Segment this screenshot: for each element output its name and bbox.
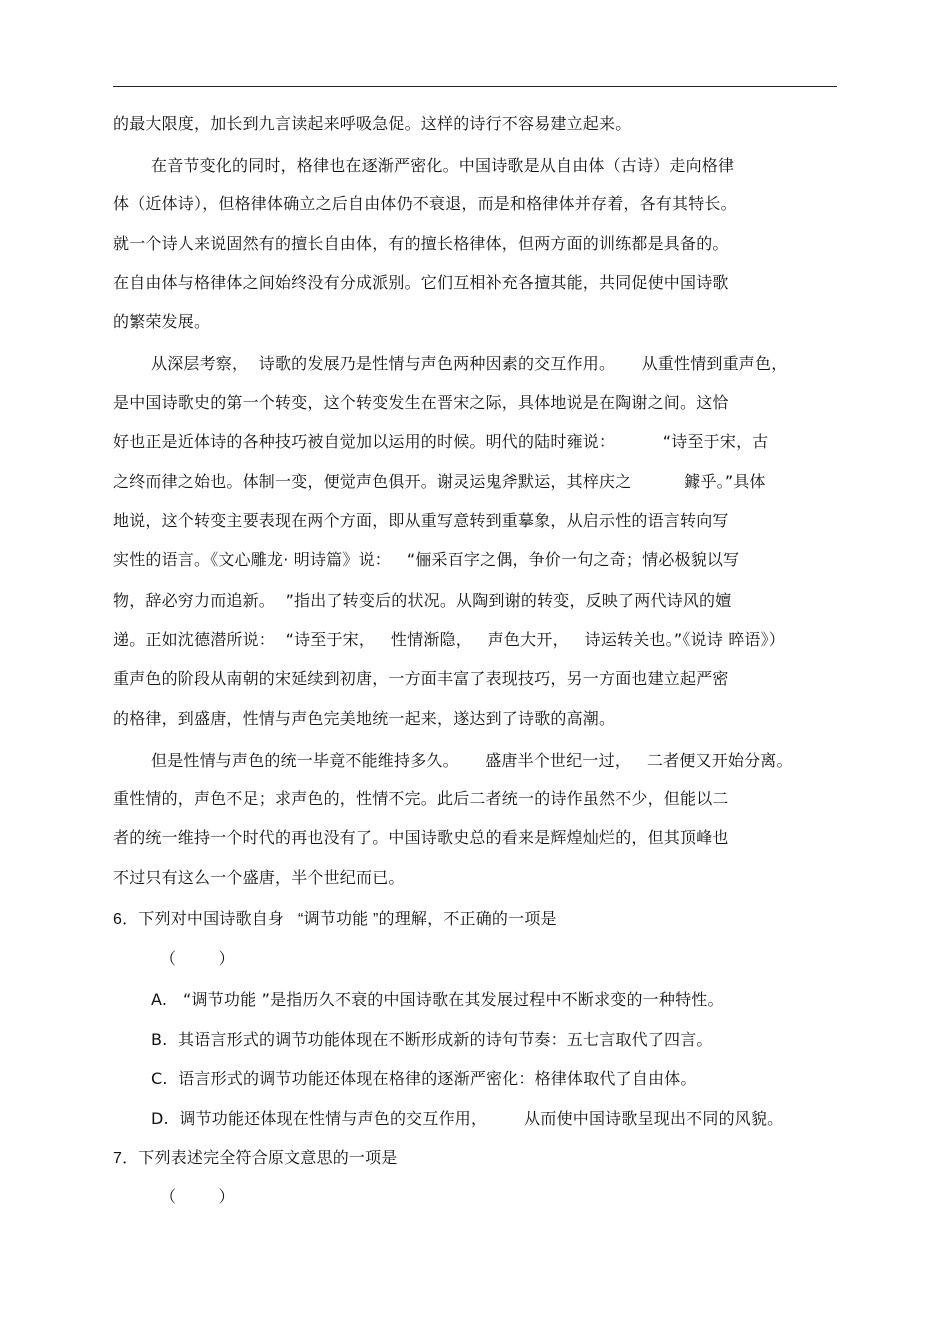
text-line: 就一个诗人来说固然有的擅长自由体，有的擅长格律体，但两方面的训练都是具备的。: [113, 234, 729, 253]
text-line: 在音节变化的同时，格律也在逐渐严密化。中国诗歌是从自由体（古诗）走向格律: [151, 156, 735, 175]
header-divider: [113, 86, 837, 87]
text-line: 从深层考察， 诗歌的发展乃是性情与声色两种因素的交互作用。 从重性情到重声色，: [151, 354, 788, 373]
option-d: D. 调节功能还体现在性情与声色的交互作用， 从而使中国诗歌呈现出不同的风貌。: [151, 1109, 784, 1128]
text-line: 在自由体与格律体之间始终没有分成派别。它们互相补充各擅其能，共同促使中国诗歌: [113, 273, 729, 292]
question-stem: 6．下列对中国诗歌自身 “调节功能 ”的理解，不正确的一项是: [113, 911, 557, 928]
option-c: C. 语言形式的调节功能还体现在格律的逐渐严密化：格律体取代了自由体。: [151, 1069, 697, 1088]
text-line: 的格律，到盛唐，性情与声色完美地统一起来，遂达到了诗歌的高潮。: [113, 709, 616, 728]
text-line: 实性的语言。《文心雕龙· 明诗篇》说： “俪采百字之偶，争价一句之奇；情必极貌以写: [113, 550, 740, 569]
option-b: B. 其语言形式的调节功能体现在不断形成新的诗句节奏：五七言取代了四言。: [151, 1030, 713, 1049]
text-line: 之终而律之始也。体制一变，便觉声色俱开。谢灵运鬼斧默运，其梓庆之 鐻乎。”具体: [113, 472, 766, 491]
text-line: 但是性情与声色的统一毕竟不能维持多久。 盛唐半个世纪一过， 二者便又开始分离。: [151, 751, 793, 770]
text-line: 体（近体诗），但格律体确立之后自由体仍不衰退，而是和格律体并存着，各有其特长。: [113, 194, 737, 213]
text-line: 递。正如沈德潜所说： “诗至于宋， 性情渐隐， 声色大开， 诗运转关也。”《说诗 晬语》）: [113, 630, 786, 649]
option-a: A. “调节功能 ”是指历久不衰的中国诗歌在其发展过程中不断求变的一种特性。: [151, 990, 724, 1009]
text-line: 好也正是近体诗的各种技巧被自觉加以运用的时候。明代的陆时雍说： “诗至于宋，古: [113, 432, 769, 451]
answer-blank: （ ）: [160, 949, 235, 968]
text-line: 是中国诗歌史的第一个转变，这个转变发生在晋宋之际，具体地说是在陶谢之间。这恰: [113, 393, 729, 412]
question-stem: 7．下列表述完全符合原文意思的一项是: [113, 1150, 398, 1167]
text-line: 不过只有这么一个盛唐，半个世纪而已。: [113, 868, 405, 887]
text-line: 地说，这个转变主要表现在两个方面，即从重写意转到重摹象，从启示性的语言转向写: [113, 511, 729, 530]
text-line: 的最大限度，加长到九言读起来呼吸急促。这样的诗行不容易建立起来。: [113, 114, 632, 133]
text-line: 重性情的，声色不足；求声色的，性情不完。此后二者统一的诗作虽然不少，但能以二: [113, 789, 729, 808]
text-line: 物，辞必穷力而追新。 ”指出了转变后的状况。从陶到谢的转变，反映了两代诗风的嬗: [113, 591, 732, 610]
text-line: 者的统一维持一个时代的再也没有了。中国诗歌史总的看来是辉煌灿烂的，但其顶峰也: [113, 828, 729, 847]
answer-blank: （ ）: [160, 1187, 235, 1206]
text-line: 的繁荣发展。: [113, 312, 211, 331]
text-line: 重声色的阶段从南朝的宋延续到初唐，一方面丰富了表现技巧，另一方面也建立起严密: [113, 669, 729, 688]
